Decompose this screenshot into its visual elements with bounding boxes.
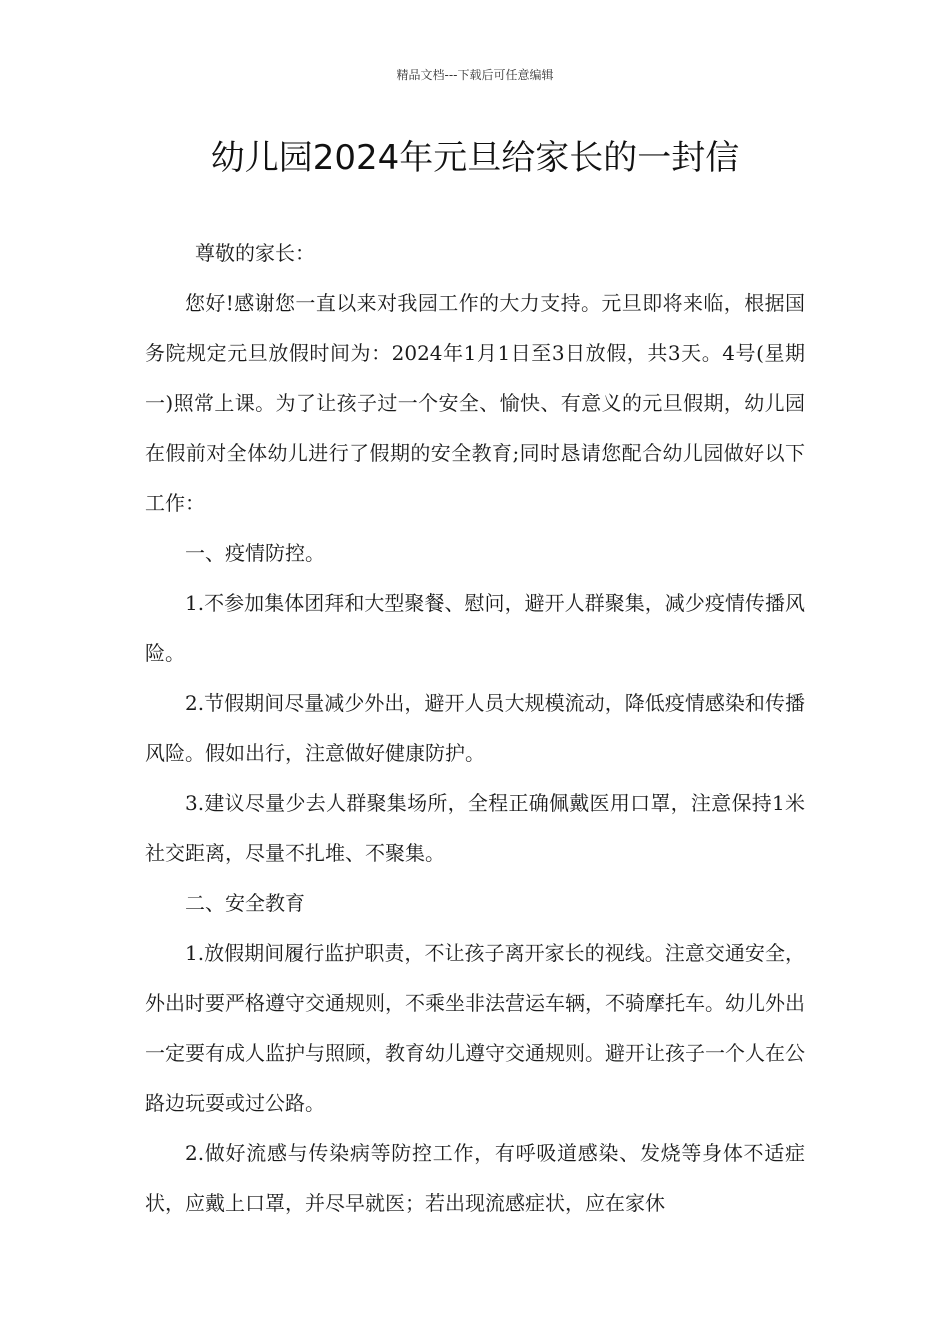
greeting: 尊敬的家长：	[195, 241, 315, 265]
paragraph-safety-2: 2.做好流感与传染病等防控工作，有呼吸道感染、发烧等身体不适症状，应戴上口罩，并尽早就医；若出现流感症状，应在家休	[145, 1141, 805, 1215]
section-heading-epidemic: 一、疫情防控。	[185, 541, 325, 565]
paragraph-safety-1: 1.放假期间履行监护职责，不让孩子离开家长的视线。注意交通安全，外出时要严格遵守交通规则，不乘坐非法营运车辆，不骑摩托车。幼儿外出一定要有成人监护与照顾，教育幼儿遵守交通规则。避开让孩子一个人在公路边玩耍或过公路。	[145, 941, 805, 1115]
paragraph-epidemic-3: 3.建议尽量少去人群聚集场所，全程正确佩戴医用口罩，注意保持1米社交距离，尽量不扎堆、不聚集。	[145, 791, 805, 865]
paragraph-epidemic-2: 2.节假期间尽量减少外出，避开人员大规模流动，降低疫情感染和传播风险。假如出行，注意做好健康防护。	[145, 691, 805, 765]
section-heading-safety: 二、安全教育	[185, 891, 305, 915]
letter-body	[145, 228, 805, 1228]
paragraph-intro: 您好!感谢您一直以来对我园工作的大力支持。元旦即将来临，根据国务院规定元旦放假时间为：2024年1月1日至3日放假，共3天。4号(星期一)照常上课。为了让孩子过一个安全、愉快、有意义的元旦假期，幼儿园在假前对全体幼儿进行了假期的安全教育;同时恳请您配合幼儿园做好以下工作：	[145, 291, 805, 515]
document-title: 幼儿园2024年元旦给家长的一封信	[210, 138, 740, 178]
paragraph-epidemic-1: 1.不参加集体团拜和大型聚餐、慰问，避开人群聚集，减少疫情传播风险。	[145, 591, 805, 665]
header-note: 精品文档---下载后可任意编辑	[396, 68, 554, 82]
